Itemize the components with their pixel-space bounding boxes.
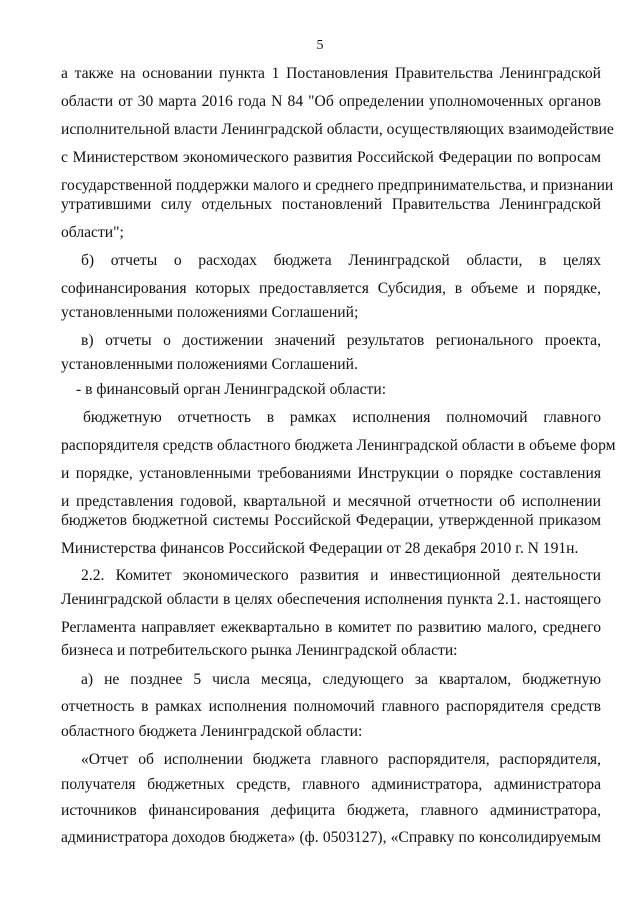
text-line: а также на основании пункта 1 Постановления Правительства Ленинградской bbox=[61, 65, 601, 82]
page-number: 5 bbox=[316, 38, 324, 53]
text-line: установленными положениями Соглашений. bbox=[61, 356, 358, 373]
text-line: в) отчеты о достижении значений результатов регионального проекта, bbox=[81, 332, 601, 349]
text-line: б) отчеты о расходах бюджета Ленинградской области, в целях bbox=[81, 252, 601, 269]
text-line: установленными положениями Соглашений; bbox=[61, 304, 359, 321]
text-line: и порядке, установленными требованиями Инструкции о порядке составления bbox=[61, 465, 601, 482]
text-line: и представления годовой, квартальной и месячной отчетности об исполнении bbox=[61, 493, 601, 510]
text-line: области от 30 марта 2016 года N 84 "Об определении уполномоченных органов bbox=[61, 93, 601, 110]
text-line: отчетность в рамках исполнения полномочий главного распорядителя средств bbox=[61, 698, 601, 715]
text-line: софинансирования которых предоставляется Субсидия, в объеме и порядке, bbox=[61, 280, 601, 297]
text-line: «Отчет об исполнении бюджета главного распорядителя, распорядителя, bbox=[81, 751, 601, 768]
text-line: бюджетную отчетность в рамках исполнения полномочий главного bbox=[83, 409, 601, 426]
text-line: областного бюджета Ленинградской области: bbox=[61, 723, 363, 740]
text-line: утратившими силу отдельных постановлений Правительства Ленинградской bbox=[61, 196, 601, 213]
text-line: Регламента направляет ежеквартально в комитет по развитию малого, среднего bbox=[61, 619, 601, 636]
text-line: источников финансирования дефицита бюджета, главного администратора, bbox=[61, 802, 601, 819]
text-line: исполнительной власти Ленинградской области, осуществляющих взаимодействие bbox=[61, 121, 614, 138]
text-line: государственной поддержки малого и среднего предпринимательства, и признании bbox=[61, 177, 614, 194]
text-line: а) не позднее 5 числа месяца, следующего за кварталом, бюджетную bbox=[81, 671, 601, 688]
text-line: 2.2. Комитет экономического развития и инвестиционной деятельности bbox=[81, 567, 601, 584]
text-line: распорядителя средств областного бюджета Ленинградской области в объеме форм bbox=[61, 437, 616, 454]
text-line: бизнеса и потребительского рынка Ленинградской области: bbox=[61, 642, 458, 659]
text-line: - в финансовый орган Ленинградской области: bbox=[76, 381, 387, 398]
text-line: администратора доходов бюджета» (ф. 0503127), «Справку по консолидируемым bbox=[61, 829, 601, 846]
text-line: бюджетов бюджетной системы Российской Федерации, утвержденной приказом bbox=[61, 512, 601, 529]
text-line: Ленинградской области в целях обеспечения исполнения пункта 2.1. настоящего bbox=[61, 591, 601, 608]
text-line: области"; bbox=[61, 224, 124, 241]
text-line: получателя бюджетных средств, главного администратора, администратора bbox=[61, 776, 601, 793]
text-line: Министерства финансов Российской Федерации от 28 декабря 2010 г. N 191н. bbox=[61, 540, 579, 557]
text-line: с Министерством экономического развития Российской Федерации по вопросам bbox=[61, 149, 601, 166]
